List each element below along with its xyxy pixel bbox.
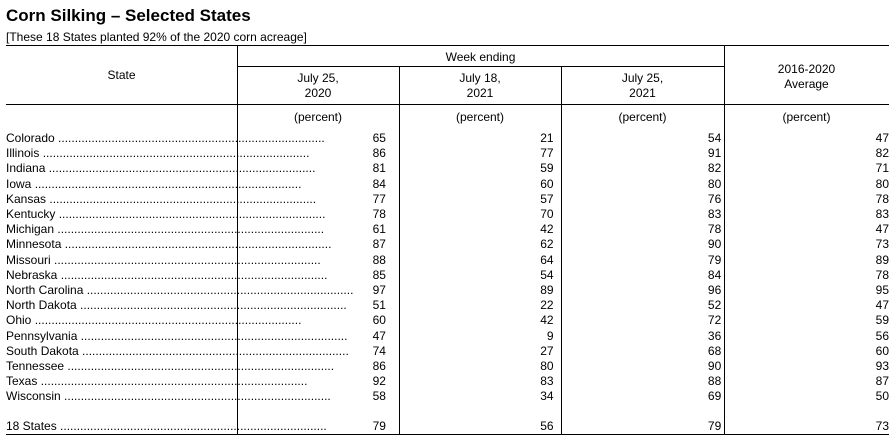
value-cell: 54	[707, 131, 722, 145]
value-cell: 83	[707, 207, 722, 222]
value-cell: 59	[875, 313, 889, 328]
leader-dots: ................................................................................	[78, 343, 349, 358]
state-name: Wisconsin	[6, 389, 61, 404]
value-cell: 93	[875, 359, 889, 374]
value-cell: 80	[875, 176, 889, 191]
leader-dots: ................................................................................	[55, 207, 326, 222]
value-cell: 79	[372, 418, 386, 433]
value-cell: 80	[707, 176, 722, 191]
header-bottom-rule	[6, 104, 889, 105]
value-cell: 56	[540, 418, 554, 433]
value-cell: 65	[372, 131, 386, 145]
value-cell: 64	[540, 252, 554, 267]
state-name: Nebraska	[6, 267, 58, 282]
leader-dots: ................................................................................	[50, 252, 321, 267]
value-cell: 22	[540, 298, 554, 313]
value-cell: 79	[707, 418, 722, 433]
state-cell	[6, 146, 310, 161]
table-row	[6, 283, 889, 298]
state-name: Texas	[6, 374, 38, 389]
state-cell	[6, 176, 302, 192]
table-row	[6, 131, 889, 146]
table-row	[6, 237, 889, 252]
value-cell: 90	[707, 237, 722, 252]
table-row	[6, 146, 889, 161]
value-cell: 21	[540, 131, 554, 145]
value-cell: 78	[875, 191, 889, 206]
value-cell: 54	[540, 267, 554, 282]
leader-dots: ................................................................................	[31, 313, 302, 328]
unit-label: (percent)	[782, 110, 831, 124]
value-cell: 70	[540, 207, 554, 222]
state-name: North Dakota	[6, 298, 77, 313]
value-cell: 60	[875, 343, 889, 358]
value-cell: 86	[372, 146, 386, 161]
value-cell: 84	[707, 267, 722, 282]
data-table	[6, 131, 889, 434]
value-cell: 72	[707, 313, 722, 328]
value-cell: 60	[372, 313, 386, 328]
value-cell: 87	[875, 374, 889, 389]
unit-label: (percent)	[618, 110, 667, 124]
value-cell: 81	[372, 161, 386, 176]
unit-label: (percent)	[455, 110, 505, 124]
state-cell	[6, 418, 327, 434]
state-cell	[6, 313, 302, 328]
state-cell	[6, 222, 325, 237]
value-cell: 91	[707, 146, 722, 161]
week-ending-rule	[237, 66, 724, 67]
state-name: Tennessee	[6, 359, 65, 374]
report-title: Corn Silking – Selected States	[6, 6, 251, 25]
leader-dots: ................................................................................	[37, 374, 308, 389]
value-cell: 73	[875, 237, 889, 252]
table-row	[6, 329, 889, 344]
table-row	[6, 359, 889, 374]
table-row	[6, 207, 889, 222]
state-name: Illinois	[6, 146, 40, 161]
state-name: Michigan	[6, 222, 55, 237]
value-cell: 83	[875, 207, 889, 222]
value-cell: 77	[372, 191, 386, 206]
state-cell	[6, 283, 354, 298]
table-row	[6, 313, 889, 328]
value-cell: 58	[372, 389, 386, 404]
state-name: North Carolina	[6, 283, 84, 298]
value-cell: 78	[372, 207, 386, 222]
leader-dots: ................................................................................	[61, 237, 332, 252]
value-cell: 87	[372, 237, 386, 252]
table-row	[6, 222, 889, 237]
value-cell: 77	[540, 146, 554, 161]
leader-dots: ................................................................................	[39, 146, 310, 161]
leader-dots: ................................................................................	[54, 131, 325, 145]
value-cell: 83	[540, 374, 554, 389]
state-name: Missouri	[6, 252, 51, 267]
table-row	[6, 374, 889, 389]
state-cell	[6, 343, 349, 359]
state-name: Indiana	[6, 161, 46, 176]
col-average-header: 2016-2020 Average	[777, 62, 836, 91]
state-cell	[6, 298, 347, 313]
state-cell	[6, 389, 331, 404]
value-cell: 47	[875, 131, 889, 145]
value-cell: 78	[875, 267, 889, 282]
value-cell: 76	[707, 191, 722, 206]
value-cell: 84	[372, 176, 386, 191]
state-cell	[6, 252, 321, 268]
value-cell: 42	[540, 222, 554, 237]
value-cell: 47	[372, 328, 386, 343]
state-name: Iowa	[6, 176, 32, 191]
table-row	[6, 192, 889, 207]
state-cell	[6, 374, 308, 389]
value-cell: 95	[875, 283, 889, 298]
total-row	[6, 419, 889, 434]
state-name: Pennsylvania	[6, 328, 78, 343]
value-cell: 69	[707, 389, 722, 404]
value-cell: 89	[875, 252, 889, 267]
table-row	[6, 161, 889, 176]
col-july25-2021-header: July 25, 2021	[621, 71, 664, 100]
state-cell	[6, 359, 335, 374]
value-cell: 47	[875, 222, 889, 237]
value-cell: 68	[707, 343, 722, 358]
state-name: Colorado	[6, 131, 55, 145]
state-cell	[6, 161, 316, 176]
state-cell	[6, 191, 317, 207]
table-row	[6, 253, 889, 268]
value-cell: 82	[707, 161, 722, 176]
report-subtitle: [These 18 States planted 92% of the 2020 corn acreage]	[6, 30, 307, 44]
state-cell	[6, 267, 328, 283]
state-name: Kansas	[6, 191, 47, 206]
value-cell: 80	[540, 359, 554, 374]
leader-dots: ................................................................................	[56, 418, 327, 433]
leader-dots: ................................................................................	[77, 328, 348, 343]
state-cell	[6, 207, 326, 222]
value-cell: 97	[372, 283, 386, 298]
value-cell: 82	[875, 146, 889, 161]
leader-dots: ................................................................................	[76, 298, 347, 313]
table-row	[6, 177, 889, 192]
table-top-rule	[6, 45, 889, 46]
leader-dots: ................................................................................	[31, 176, 302, 191]
table-row	[6, 298, 889, 313]
unit-label: (percent)	[293, 110, 343, 124]
value-cell: 47	[875, 298, 889, 313]
value-cell: 50	[875, 389, 889, 404]
value-cell: 60	[540, 176, 554, 191]
leader-dots: ................................................................................	[57, 267, 328, 282]
value-cell: 34	[540, 389, 554, 404]
table-row	[6, 268, 889, 283]
value-cell: 42	[540, 313, 554, 328]
value-cell: 92	[372, 374, 386, 389]
value-cell: 96	[707, 283, 722, 298]
leader-dots: ................................................................................	[60, 389, 331, 404]
value-cell: 27	[540, 343, 554, 358]
table-row	[6, 389, 889, 404]
value-cell: 52	[707, 298, 722, 313]
value-cell: 9	[546, 328, 554, 343]
value-cell: 78	[707, 222, 722, 237]
week-ending-header: Week ending	[445, 50, 516, 64]
value-cell: 79	[707, 252, 722, 267]
value-cell: 88	[372, 252, 386, 267]
value-cell: 85	[372, 267, 386, 282]
value-cell: 62	[540, 237, 554, 252]
state-name: South Dakota	[6, 343, 79, 358]
row-gap	[6, 405, 889, 419]
state-name: Kentucky	[6, 207, 56, 222]
leader-dots: ................................................................................	[64, 359, 335, 374]
col-july18-2021-header: July 18, 2021	[459, 71, 501, 100]
value-cell: 61	[372, 222, 386, 237]
table-bottom-rule	[6, 434, 889, 435]
state-column-header: State	[107, 68, 136, 82]
state-name: Minnesota	[6, 237, 62, 252]
state-cell	[6, 237, 332, 252]
leader-dots: ................................................................................	[83, 283, 354, 298]
state-cell	[6, 328, 348, 344]
value-cell: 51	[372, 298, 386, 313]
value-cell: 90	[707, 359, 722, 374]
state-cell	[6, 131, 325, 146]
gap-cell	[6, 405, 889, 419]
value-cell: 89	[540, 283, 554, 298]
table-row	[6, 344, 889, 359]
value-cell: 59	[540, 161, 554, 176]
state-name: Ohio	[6, 313, 32, 328]
col-july25-2020-header: July 25, 2020	[297, 71, 339, 100]
value-cell: 71	[875, 161, 889, 176]
value-cell: 74	[372, 343, 386, 358]
value-cell: 88	[707, 374, 722, 389]
leader-dots: ................................................................................	[45, 161, 316, 176]
value-cell: 36	[707, 328, 722, 343]
leader-dots: ................................................................................	[46, 191, 317, 206]
state-name: 18 States	[6, 418, 57, 433]
value-cell: 73	[875, 418, 889, 433]
value-cell: 57	[540, 191, 554, 206]
value-cell: 56	[875, 328, 889, 343]
leader-dots: ................................................................................	[54, 222, 325, 237]
value-cell: 86	[372, 359, 386, 374]
